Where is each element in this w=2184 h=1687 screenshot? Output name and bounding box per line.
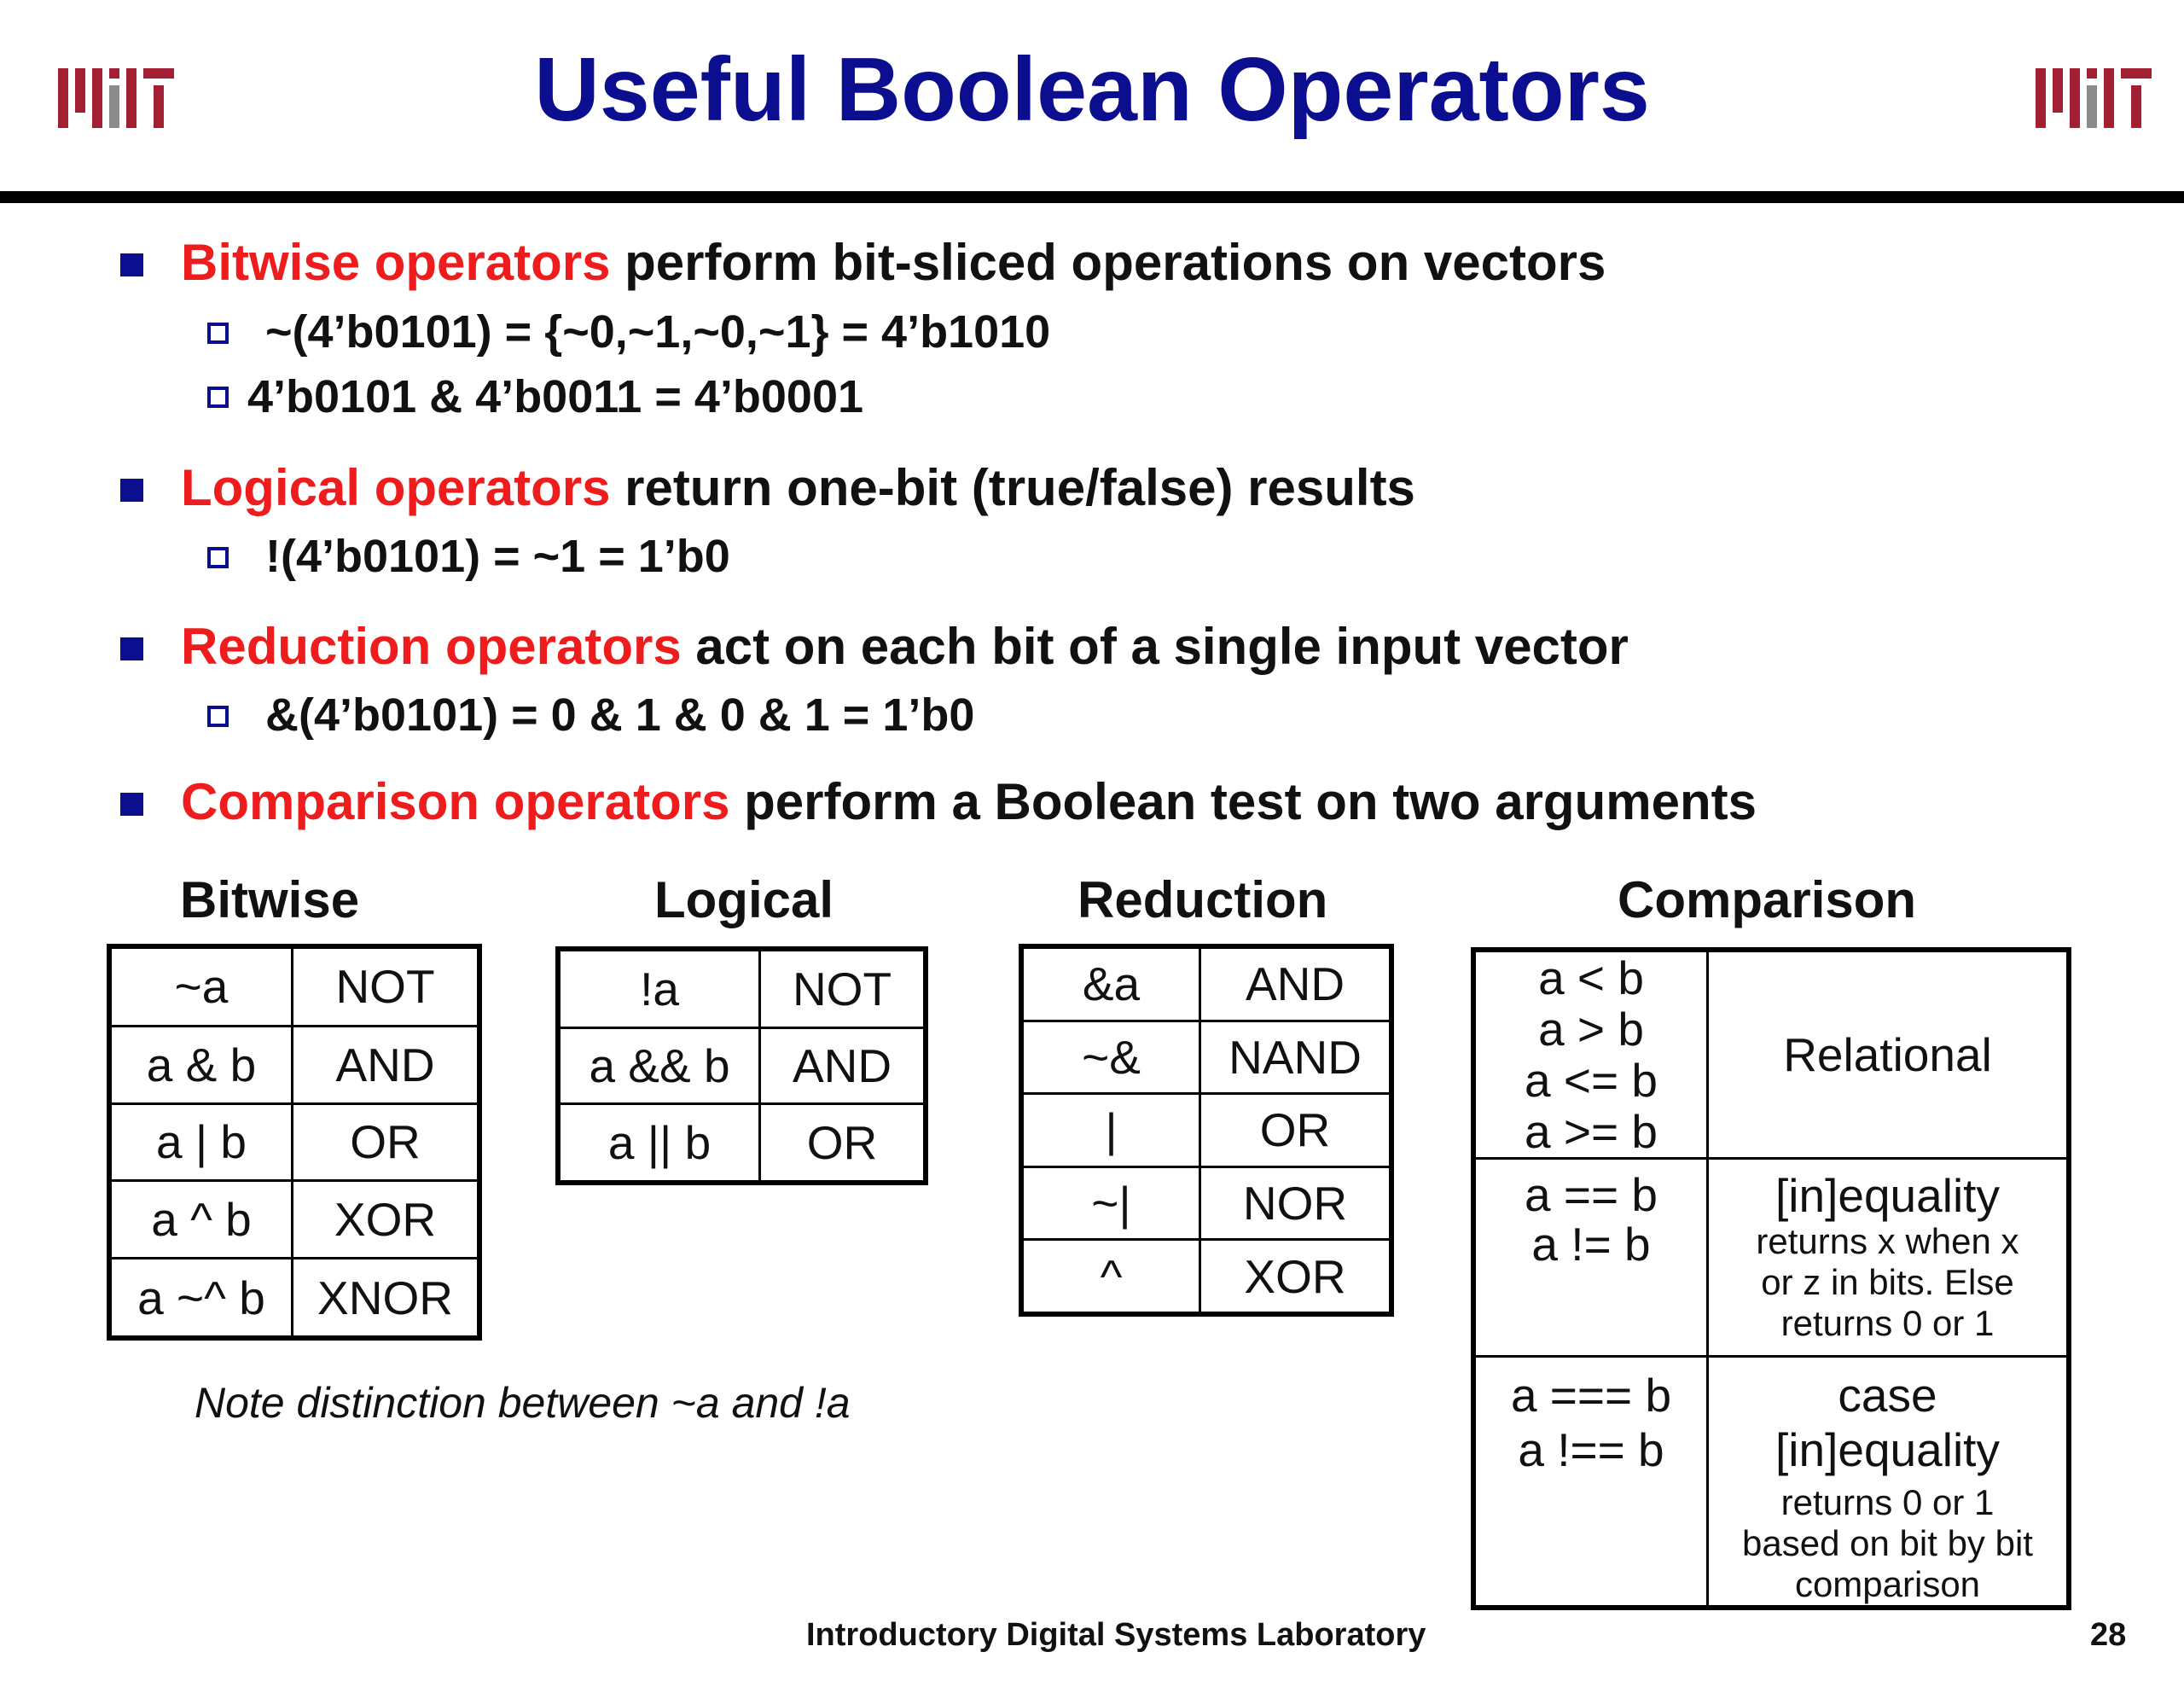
comparison-op: a <= b bbox=[1525, 1054, 1658, 1107]
table-cell: OR bbox=[293, 1103, 480, 1181]
table-row bbox=[558, 1104, 926, 1183]
table-cell: XOR bbox=[293, 1181, 480, 1259]
table-row bbox=[1473, 1159, 2069, 1357]
table-cell: ~& bbox=[1021, 1021, 1200, 1093]
comparison-op: a == b bbox=[1525, 1168, 1658, 1221]
footer-text: Introductory Digital Systems Laboratory bbox=[806, 1617, 1426, 1653]
comparison-name: [in]equality bbox=[1775, 1169, 2000, 1222]
table-cell: a ^ b bbox=[109, 1181, 293, 1259]
table-row bbox=[109, 1259, 479, 1338]
comparison-desc: comparison bbox=[1794, 1564, 1981, 1604]
bitwise-table bbox=[107, 944, 482, 1341]
table-cell: ~a bbox=[109, 946, 293, 1026]
table-cell: &a bbox=[1021, 946, 1200, 1021]
comparison-op: a > b bbox=[1538, 1003, 1644, 1056]
table-cell: a || b bbox=[558, 1104, 760, 1183]
table-row bbox=[1021, 1240, 1391, 1314]
table-title-comparison: Comparison bbox=[1618, 871, 1917, 928]
comparison-desc: returns 0 or 1 bbox=[1780, 1482, 1995, 1522]
sub-bullet-text: ~(4’b0101) = {~0,~1,~0,~1} = 4’b1010 bbox=[265, 306, 1051, 358]
table-cell: XNOR bbox=[293, 1259, 480, 1338]
table-cell: !a bbox=[558, 949, 760, 1027]
bullet-square-icon bbox=[120, 793, 143, 816]
table-cell bbox=[1473, 1357, 1708, 1608]
table-row bbox=[1021, 1021, 1391, 1093]
table-row bbox=[1021, 1166, 1391, 1239]
table-cell bbox=[1473, 950, 1708, 1159]
bullet-square-icon bbox=[120, 253, 143, 276]
table-cell: NOT bbox=[293, 946, 480, 1026]
comparison-desc: returns 0 or 1 bbox=[1780, 1303, 1995, 1343]
table-cell: XOR bbox=[1200, 1240, 1392, 1314]
table-cell: a & b bbox=[109, 1026, 293, 1103]
table-cell: NAND bbox=[1200, 1021, 1392, 1093]
table-cell: AND bbox=[1200, 946, 1392, 1021]
table-row bbox=[1021, 1094, 1391, 1166]
logical-table bbox=[555, 946, 928, 1185]
table-row bbox=[558, 949, 926, 1027]
note-text: Note distinction between ~a and !a bbox=[195, 1379, 851, 1427]
table-row bbox=[1473, 1357, 2069, 1608]
comparison-op: a !== b bbox=[1518, 1423, 1664, 1476]
sub-bullet-square-icon bbox=[207, 706, 229, 727]
bullet-reduction: Reduction operators act on each bit of a single input vector bbox=[181, 618, 1629, 675]
table-cell: a && b bbox=[558, 1027, 760, 1104]
table-title-logical: Logical bbox=[654, 871, 834, 928]
table-row bbox=[558, 1027, 926, 1104]
table-cell: AND bbox=[293, 1026, 480, 1103]
sub-bullet-text: &(4’b0101) = 0 & 1 & 0 & 1 = 1’b0 bbox=[265, 689, 975, 741]
comparison-name: Relational bbox=[1783, 1028, 1992, 1081]
table-cell bbox=[1708, 1357, 2070, 1608]
table-title-bitwise: Bitwise bbox=[180, 871, 360, 928]
title-divider bbox=[0, 191, 2184, 203]
table-cell: ^ bbox=[1021, 1240, 1200, 1314]
comparison-op: a < b bbox=[1538, 951, 1644, 1004]
table-row bbox=[1473, 950, 2069, 1159]
table-cell: a ~^ b bbox=[109, 1259, 293, 1338]
table-row bbox=[1021, 946, 1391, 1021]
page-title: Useful Boolean Operators bbox=[534, 39, 1650, 140]
table-cell bbox=[1708, 1159, 2070, 1357]
comparison-name: case bbox=[1838, 1369, 1937, 1422]
bullet-bitwise: Bitwise operators perform bit-sliced operations on vectors bbox=[181, 234, 1606, 291]
table-row bbox=[109, 1181, 479, 1259]
page-number: 28 bbox=[2090, 1617, 2127, 1653]
table-cell: NOR bbox=[1200, 1166, 1392, 1239]
sub-bullet-square-icon bbox=[207, 387, 229, 408]
sub-bullet-text: !(4’b0101) = ~1 = 1’b0 bbox=[265, 531, 730, 582]
bullet-comparison: Comparison operators perform a Boolean test on two arguments bbox=[181, 773, 1757, 830]
comparison-op: a != b bbox=[1531, 1218, 1651, 1271]
table-cell bbox=[1708, 950, 2070, 1159]
table-row bbox=[109, 946, 479, 1026]
table-cell: OR bbox=[760, 1104, 926, 1183]
table-row bbox=[109, 1026, 479, 1103]
comparison-op: a === b bbox=[1510, 1369, 1672, 1422]
table-title-reduction: Reduction bbox=[1077, 871, 1328, 928]
table-cell: AND bbox=[760, 1027, 926, 1104]
sub-bullet-text: 4’b0101 & 4’b0011 = 4’b0001 bbox=[247, 371, 864, 422]
comparison-op: a >= b bbox=[1525, 1105, 1658, 1158]
comparison-desc: returns x when x bbox=[1756, 1221, 2019, 1261]
table-cell: OR bbox=[1200, 1094, 1392, 1166]
comparison-name: [in]equality bbox=[1775, 1423, 2000, 1476]
table-cell: NOT bbox=[760, 949, 926, 1027]
sub-bullet-square-icon bbox=[207, 323, 229, 344]
comparison-desc: based on bit by bit bbox=[1742, 1523, 2033, 1563]
bullet-square-icon bbox=[120, 637, 143, 660]
reduction-table bbox=[1019, 944, 1394, 1317]
table-cell: a | b bbox=[109, 1103, 293, 1181]
table-cell bbox=[1473, 1159, 1708, 1357]
table-cell: | bbox=[1021, 1094, 1200, 1166]
bullet-logical: Logical operators return one-bit (true/false) results bbox=[181, 459, 1415, 516]
sub-bullet-square-icon bbox=[207, 547, 229, 568]
bullet-square-icon bbox=[120, 479, 143, 502]
comparison-table bbox=[1471, 947, 2071, 1610]
table-cell: ~| bbox=[1021, 1166, 1200, 1239]
table-row bbox=[109, 1103, 479, 1181]
comparison-desc: or z in bits. Else bbox=[1761, 1262, 2014, 1302]
